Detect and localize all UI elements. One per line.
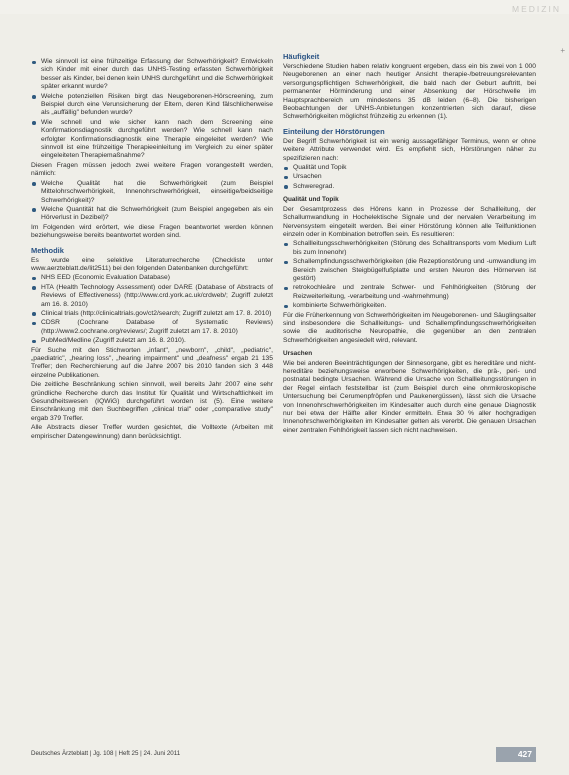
subheading-ursachen: Ursachen [283,350,313,358]
journal-footer: Deutsches Ärzteblatt | Jg. 108 | Heft 25 | 24. Juni 2011 [31,750,181,757]
list-item: HTA (Health Technology Assessment) oder DARE (Database of Abstracts of Reviews of Effectiveness) (http://www.crd.york.ac.uk/crdweb/; Zugriff zuletzt am 16. 8. 2010) [31,284,273,309]
question-list [31,58,273,161]
paragraph: Verschiedene Studien haben relativ kongruent ergeben, dass ein bis zwei von 1 000 Neugeborenen an einer nach heutiger Ansicht therapie-/betreuungsrelevanten versorgungspflichtigen Schwerhörigkeit, die bald nach der Geburt auftritt, bei permanenter Hörminderung und einer Absenkung der Hörschwelle im Hauptsprachbereich um mindestens 35 dB leiden (6–8). Die bisherigen Beobachtungen der UNHS-Anbietungen konzentrierten sich darauf, diese Schwerhörigkeiten möglichst frühzeitig zu erkennen (1). [283,63,536,121]
paragraph: Es wurde eine selektive Literaturrecherche (Checkliste unter www.aerzteblatt.de/lit2511) bei den folgenden Datenbanken durchgeführt: [31,256,273,272]
list-item: Welche Quantität hat die Schwerhörigkeit (zum Beispiel angegeben als ein Hörverlust in Dezibel)? [31,206,273,223]
paragraph: Diesen Fragen müssen jedoch zwei weitere Fragen vorangestellt werden, nämlich: [31,161,273,178]
list-item: NHS EED (Economic Evaluation Database) [31,274,273,282]
left-column [31,58,273,737]
subheading-qualitaet: Qualität und Topik [283,196,339,204]
heading-haeufigkeit: Häufigkeit [283,52,320,61]
right-column [283,52,536,737]
prerequisite-list [31,180,273,223]
paragraph: Für die Früherkennung von Schwerhörigkeiten im Neugeborenen- und Säuglingsalter sind insbesondere die Schallleitungs- und Schallempfindungsschwerhörigkeiten sowie die auditorische Neuropathie, die gegenüber an den zentralen Schwerhörigkeiten angesiedelt wird, relevant. [283,311,536,344]
list-item: Welche Qualität hat die Schwerhörigkeit (zum Beispiel Mittelohrschwerhörigkeit, Innenohrschwerhörigkeit, einseitige/beidseitige Schwerhörigkeit)? [31,180,273,205]
list-item: Clinical trials (http://clinicaltrials.gov/ct2/search; Zugriff zuletzt am 17. 8. 2010) [31,310,273,318]
paragraph: Für Suche mit den Stichworten „infant", „newborn", „child", „pediatric", „paediatric", „hearing loss", „hearing impairment" und „deafness" ergab 21 135 Treffer; den Recherchierung auf die Jahre 2007 bis 2010 fanden sich 3 448 einzelne Publikationen. [31,346,273,379]
list-item: CDSR (Cochrane Database of Systematic Reviews) (http://www2.cochrane.org/reviews/; Zugriff zuletzt am 17. 8. 2010) [31,319,273,336]
list-item: PubMed/Medline (Zugriff zuletzt am 16. 8. 2010). [31,337,273,345]
classification-list [283,164,536,191]
paragraph: Im Folgenden wird erörtert, wie diese Fragen beantwortet werden können beziehungsweise bereits beantwortet worden sind. [31,223,273,240]
list-item: Wie sinnvoll ist eine frühzeitige Erfassung der Schwerhörigkeit? Entwickeln sich Kinder mit einer durch das UNHS-Testing erfassten Schwerhörigkeit besser als Kinder, bei denen kein UNHS durchgeführt und die Schwerhörigkeit später erkannt wurde? [31,58,273,92]
crop-mark-icon: + [560,46,565,55]
list-item: Welche potenziellen Risiken birgt das Neugeborenen-Hörscreening, zum Beispiel durch eine Verunsicherung der Eltern, deren Kind fälschlicherweise als „auffällig" befunden wurde? [31,93,273,118]
section-label: MEDIZIN [512,4,561,14]
paragraph: Der Begriff Schwerhörigkeit ist ein wenig aussagefähiger Terminus, wenn er ohne weitere Attribute verwendet wird. Es empfiehlt sich, Hörstörungen näher zu spezifizieren nach: [283,137,536,162]
list-item: kombinierte Schwerhörigkeiten. [283,302,536,310]
paragraph: Alle Abstracts dieser Treffer wurden gesichtet, die Volltexte (Arbeiten mit empirischer Datengewinnung) dann berücksichtigt. [31,424,273,440]
heading-einteilung: Einteilung der Hörstörungen [283,126,385,136]
list-item: retrokochleäre und zentrale Schwer- und Fehlhörigkeiten (Störung der Reizweiterleitung, -verarbeitung und -wahrnehmung) [283,284,536,301]
top-bar [0,0,569,14]
page-number: 427 [496,747,536,762]
list-item: Qualität und Topik [283,164,536,172]
list-item: Schweregrad. [283,183,536,191]
list-item: Schallleitungsschwerhörigkeiten (Störung des Schalltransports vom Medium Luft bis zum Innenohr) [283,240,536,257]
list-item: Ursachen [283,173,536,181]
paragraph: Wie bei anderen Beeinträchtigungen der Sinnesorgane, gibt es hereditäre und nicht-hereditäre beziehungsweise erworbene Schwerhörigkeiten, die prä-, peri- und postnatal bedingte Ursachen. Während die Ursache von Schallleitungsstörungen in der Regel einfach feststellbar ist (zum Beispiel durch eine ohrmikroskopische Untersuchung bei Cerumenpfröpfen und Paukenergüssen), lässt sich die Ursache von Innenohrschwerhörigkeiten im Kindesalter auch durch eine genaue Diagnostik nur bei etwa der Hälfte aller Kinder ermitteln. Etwa 30 % aller hochgradigen Innenohrschwerhörigkeiten im Kindesalter gelten als vererbt. Die genauen Ursachen einer zentralen Fehlhörigkeit lassen sich nicht nachweisen. [283,359,536,434]
heading-methodik: Methodik [31,245,64,255]
paragraph: Der Gesamtprozess des Hörens kann in Prozesse der Schallleitung, der Schallumwandlung in Hochelektische Signale und der nervalen Verarbeitung im Nervensystem eingeteilt werden. Bei einer Hörstörung können alle Teilfunktionen einzeln oder in Kombination betroffen sein. Es resultieren: [283,205,536,238]
list-item: Wie schnell und wie sicher kann nach dem Screening eine Konfirmationsdiagnostik durchgeführt werden? Wie schnell kann nach erfolgter Konfirmationsdiagnostik eine Therapie eingeleitet werden? Wie sinnvoll ist eine frühzeitige Therapieeinleitung im Vergleich zu einer später eingeleiteten Therapiemaßnahme? [31,119,273,161]
paragraph: Die zeitliche Beschränkung schien sinnvoll, weil bereits Jahr 2007 eine sehr gründliche Recherche durch das Institut für Qualität und Wirtschaftlichkeit im Gesundheitswesen (IQWiG) durchgeführt worden ist (5). Eine weitere Einschränkung mit den Suchbegriffen „clinical trial" oder „comparative study" ergab 379 Treffer. [31,381,273,422]
hearing-loss-types-list [283,240,536,310]
list-item: Schallempfindungsschwerhörigkeiten (die Rezeptionstörung und -umwandlung im Bereich zwischen Steigbügelfußplatte und ersten Neuron des Hörnerven ist gestört) [283,258,536,283]
database-list [31,274,273,345]
